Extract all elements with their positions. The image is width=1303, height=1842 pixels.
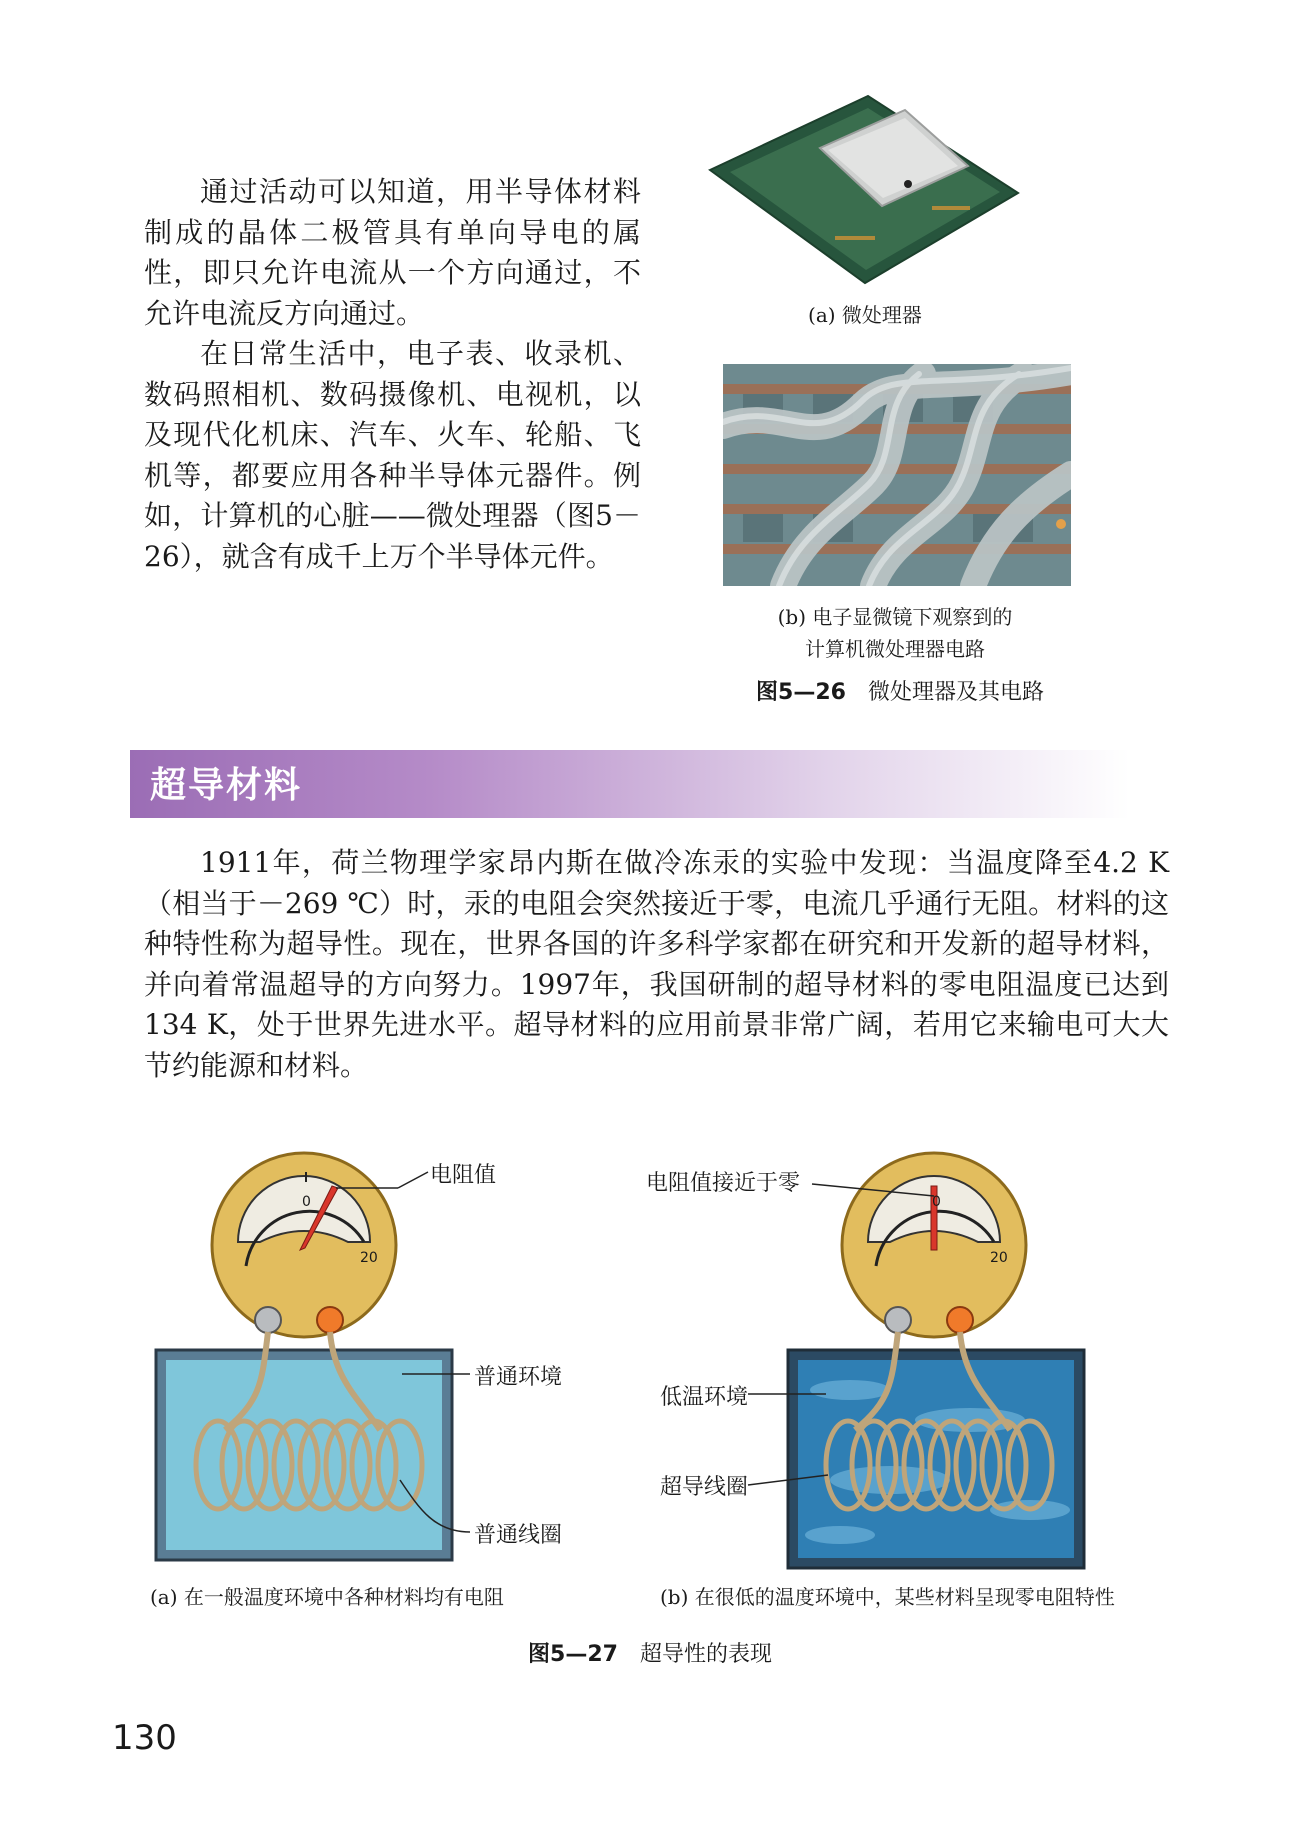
label-resistance-b: 电阻值接近于零: [646, 1171, 801, 1196]
figure-5-27b-caption: (b) 在很低的温度环境中，某些材料呈现零电阻特性: [660, 1585, 1115, 1609]
meter-b-max: 20: [990, 1250, 1008, 1266]
paragraph-superconductivity: 1911年，荷兰物理学家昂内斯在做冷冻汞的实验中发现：当温度降至4.2 K（相当于－269 ℃）时，汞的电阻会突然接近于零，电流几乎通行无阻。材料的这种特性称为超导性。现在，世界各国的许多科学家都在研究和开发新的超导材料，并向着常温超导的方向努力。1997年，我国研制的超导材料的零电阻温度已达到134 K，处于世界先进水平。超导材料的应用前景非常广阔，若用它来输电可大大节约能源和材料。: [144, 846, 1169, 1082]
figure-number: 图5—26: [756, 680, 846, 705]
label-superconducting-coil: 超导线圈: [660, 1475, 749, 1500]
meter-b-zero: 0: [932, 1194, 941, 1210]
paragraph-diode: 通过活动可以知道，用半导体材料制成的晶体二极管具有单向导电的属性，即只允许电流从一个方向通过，不允许电流反方向通过。: [144, 175, 641, 330]
figure-title: 超导性的表现: [639, 1642, 772, 1667]
figure-5-26b-caption-line1: (b) 电子显微镜下观察到的: [777, 605, 1013, 629]
figure-5-27b-illustration: [640, 1150, 1140, 1570]
label-normal-environment: 普通环境: [474, 1365, 563, 1390]
meter-a-max: 20: [360, 1250, 378, 1266]
section-title: 超导材料: [150, 765, 303, 806]
label-low-temp-environment: 低温环境: [660, 1385, 749, 1410]
microprocessor-photo: [700, 88, 1030, 288]
section-header-bar: [130, 750, 1130, 818]
page-number: 130: [112, 1718, 177, 1758]
meter-a-zero: 0: [302, 1194, 311, 1210]
figure-5-26a-caption: (a) 微处理器: [808, 303, 922, 327]
label-normal-coil: 普通线圈: [474, 1523, 563, 1548]
figure-title: 微处理器及其电路: [867, 680, 1044, 705]
label-resistance-a: 电阻值: [430, 1163, 497, 1188]
figure-5-27-caption: [400, 1640, 900, 1670]
figure-5-27a-caption: (a) 在一般温度环境中各种材料均有电阻: [150, 1585, 504, 1609]
figure-5-26-caption: [700, 678, 1100, 708]
sem-circuit-photo: [723, 364, 1071, 586]
figure-5-26b-caption-line2: 计算机微处理器电路: [805, 637, 985, 661]
paragraph-semiconductor-uses: 在日常生活中，电子表、收录机、数码照相机、数码摄像机、电视机，以及现代化机床、汽车、火车、轮船、飞机等，都要应用各种半导体元器件。例如，计算机的心脏——微处理器（图5－26），就含有成千上万个半导体元件。: [144, 337, 641, 573]
figure-number: 图5—27: [528, 1642, 618, 1667]
figure-5-27a-illustration: [150, 1150, 590, 1570]
